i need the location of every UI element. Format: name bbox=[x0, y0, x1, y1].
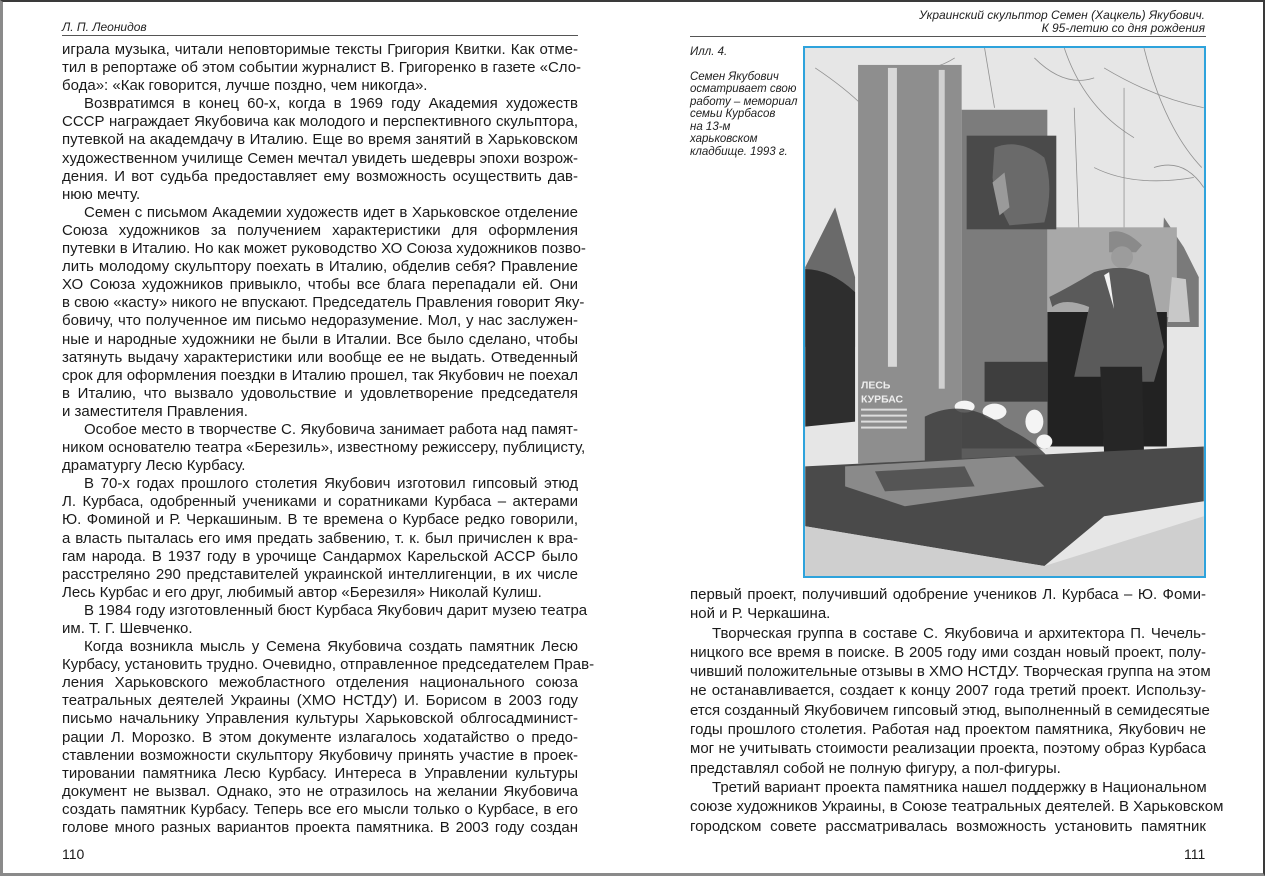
figure-caption-text bbox=[690, 71, 800, 159]
text-line: чивший положительные отзывы в ХМО НСТДУ. Творческая группа на этом bbox=[690, 663, 1211, 681]
text-line: путевки в Италию. Но как может руководство ХО Союза художников позво- bbox=[62, 240, 586, 258]
left-running-head: Л. П. Леонидов bbox=[62, 20, 147, 34]
text-line: срок для оформления поездки в Италию прошел, так Якубович не поехал bbox=[62, 366, 578, 384]
text-line: Когда возникла мысль у Семена Якубовича создать памятник Лесю bbox=[84, 638, 578, 656]
text-line: затянуть выдачу характеристики или вообще ее не выдать. Отведенный bbox=[62, 348, 578, 366]
text-line: мог не учитывать стоимости реализации проекта, поэтому образ Курбаса bbox=[690, 740, 1206, 758]
text-line: не останавливается, создает к концу 2007 года третий проект. Использу- bbox=[690, 682, 1206, 700]
text-line: Особое место в творчестве С. Якубовича занимает работа над памят- bbox=[84, 420, 578, 438]
left-body-text bbox=[62, 41, 595, 837]
text-line: ные и народные художники не были в Италии. Все было сделано, чтобы bbox=[62, 330, 578, 348]
inscription-line-2: КУРБАС bbox=[861, 394, 904, 406]
text-line: в Италию, что вызвало удовольствие и удовлетворение председателя bbox=[62, 384, 578, 402]
text-line: Лесь Курбас и его друг, любимый автор «Березиля» Николай Кулиш. bbox=[62, 583, 542, 601]
text-line: Л. Курбаса, одобренный учениками и соратниками Курбаса – актерами bbox=[62, 493, 578, 511]
text-line: ной и Р. Черкашина. bbox=[690, 605, 831, 623]
text-line: Творческая группа в составе С. Якубовича и архитектора П. Чечель- bbox=[712, 624, 1206, 642]
left-page-number: 110 bbox=[62, 846, 85, 862]
memorial-photo-image bbox=[805, 48, 1204, 576]
text-line: документ не вызвал. Однако, это не отразилось на желании Якубовича bbox=[62, 782, 578, 800]
figure-caption bbox=[690, 46, 800, 158]
text-line: Союза художников за получением характеристики для оформления bbox=[62, 221, 578, 239]
text-line: создать памятник Курбасу. Теперь все его мысли только о Курбасе, в его bbox=[62, 800, 578, 818]
text-line: играла музыка, читали неповторимые тексты Григория Квитки. Как отме- bbox=[62, 41, 578, 58]
running-head-subtitle: К 95-летию со дня рождения bbox=[1041, 21, 1205, 35]
text-line: им. Т. Г. Шевченко. bbox=[62, 620, 193, 637]
text-line: ницкого все время в поиске. В 2005 году ими создан новый проект, полу- bbox=[690, 643, 1206, 661]
text-line: художественном училище Семен мечтал увидеть шедевры эпохи возрож- bbox=[62, 149, 578, 167]
text-line: нюю мечту. bbox=[62, 185, 141, 203]
text-line: дения. И вот судьба предоставляет ему возможность осуществить дав- bbox=[62, 167, 578, 185]
text-line: бовичу, что полученное им письмо недоразумение. Мол, у нас заслужен- bbox=[62, 312, 578, 330]
running-head-title: Украинский скульптор Семен (Хацкель) Якубович. bbox=[919, 8, 1205, 22]
text-line: голове много разных вариантов проекта памятника. В 2003 году создан bbox=[62, 819, 578, 837]
caption-line: семьи Курбасов bbox=[690, 108, 776, 120]
text-line: Возвратимся в конец 60-х, когда в 1969 году Академия художеств bbox=[84, 95, 578, 113]
right-body-text bbox=[690, 585, 1224, 836]
text-line: Ю. Фоминой и Р. Черкашиным. В те времена о Курбасе редко говорили, bbox=[62, 511, 578, 529]
text-line: лить молодому скульптору поехать в Италию, обделив себя? Правление bbox=[62, 258, 578, 276]
figure-photo bbox=[803, 46, 1206, 578]
text-line: в свою «касту» никого не впускают. Председатель Правления говорит Яку- bbox=[62, 294, 585, 312]
right-running-head bbox=[919, 9, 1205, 35]
text-line: гам народа. В 1937 году в урочище Сандармох Карельской АССР было bbox=[62, 547, 578, 565]
text-line: СССР награждает Якубовича как молодого и перспективного скульптора, bbox=[62, 113, 578, 131]
text-line: путевкой на академдачу в Италию. Еще во время занятий в Харьковском bbox=[62, 131, 578, 149]
caption-line: кладбище. 1993 г. bbox=[690, 145, 788, 158]
text-line: ления Харьковского межобластного отделения национального союза bbox=[62, 674, 578, 692]
text-line: ется созданный Якубовичем гипсовый этюд, выполненный в семидесятые bbox=[690, 701, 1210, 719]
text-line: годы прошлого столетия. Работая над проектом памятника, Якубович не bbox=[690, 721, 1206, 739]
text-line: расстреляно 290 представителей украинской интеллигенции, в их числе bbox=[62, 565, 578, 583]
text-line: ставлении возможности скульптору Якубовичу принять участие в проек- bbox=[62, 746, 578, 764]
text-line: В 70-х годах прошлого столетия Якубович изготовил гипсовый этюд bbox=[84, 475, 578, 493]
text-line: рации Л. Морозко. В этом документе излагалось ходатайство о предо- bbox=[62, 728, 578, 746]
text-line: союзе художников Украины, в Союзе театральных деятелей. В Харьковском bbox=[690, 798, 1224, 816]
caption-line: Семен Якубович bbox=[690, 70, 779, 83]
text-line: тировании памятника Лесю Курбасу. Интереса в Управлении культуры bbox=[62, 764, 578, 782]
figure-label: Илл. 4. bbox=[690, 46, 728, 58]
caption-line: на 13-м харьковском bbox=[690, 120, 758, 145]
text-line: тил в репортаже об этом событии журналист В. Григоренко в газете «Сло- bbox=[62, 59, 582, 77]
text-line: драматургу Лесю Курбасу. bbox=[62, 457, 246, 475]
text-line: бода»: «Как говорится, лучше поздно, чем никогда». bbox=[62, 77, 428, 95]
text-line: городском совете рассматривалась возможность установить памятник bbox=[690, 817, 1206, 835]
caption-line: осматривает свою bbox=[690, 83, 797, 95]
right-header-rule bbox=[690, 36, 1206, 37]
text-line: представлял собой не полную фигуру, а пол-фигуры. bbox=[690, 759, 1061, 777]
text-line: Третий вариант проекта памятника нашел поддержку в Национальном bbox=[712, 778, 1207, 796]
text-line: Семен с письмом Академии художеств идет в Харьковское отделение bbox=[84, 203, 578, 221]
left-header-rule bbox=[62, 35, 578, 36]
text-line: В 1984 году изготовленный бюст Курбаса Якубович дарит музею театра bbox=[84, 601, 588, 619]
text-line: и заместителя Правления. bbox=[62, 402, 248, 420]
text-line: Курбасу, установить трудно. Очевидно, отправленное председателем Прав- bbox=[62, 656, 595, 674]
text-line: театральных деятелей Украины (ХМО НСТДУ) И. Борисом в 2003 году bbox=[62, 692, 578, 710]
text-line: письмо начальнику Управления культуры Харьковской облгосадминист- bbox=[62, 710, 578, 728]
text-line: а власть пыталась его имя предать забвению, т. к. был причислен к вра- bbox=[62, 529, 578, 547]
caption-line: работу – мемориал bbox=[690, 95, 798, 108]
text-line: первый проект, получивший одобрение учеников Л. Курбаса – Ю. Фоми- bbox=[690, 586, 1206, 603]
text-line: ником основателю театра «Березиль», известному режиссеру, публицисту, bbox=[62, 439, 586, 457]
inscription-line-1: ЛЕСЬ bbox=[861, 380, 891, 392]
right-page-number: 111 bbox=[1184, 846, 1206, 862]
text-line: ХО Союза художников привыкло, чтобы все блага перепадали ей. Они bbox=[62, 276, 578, 294]
